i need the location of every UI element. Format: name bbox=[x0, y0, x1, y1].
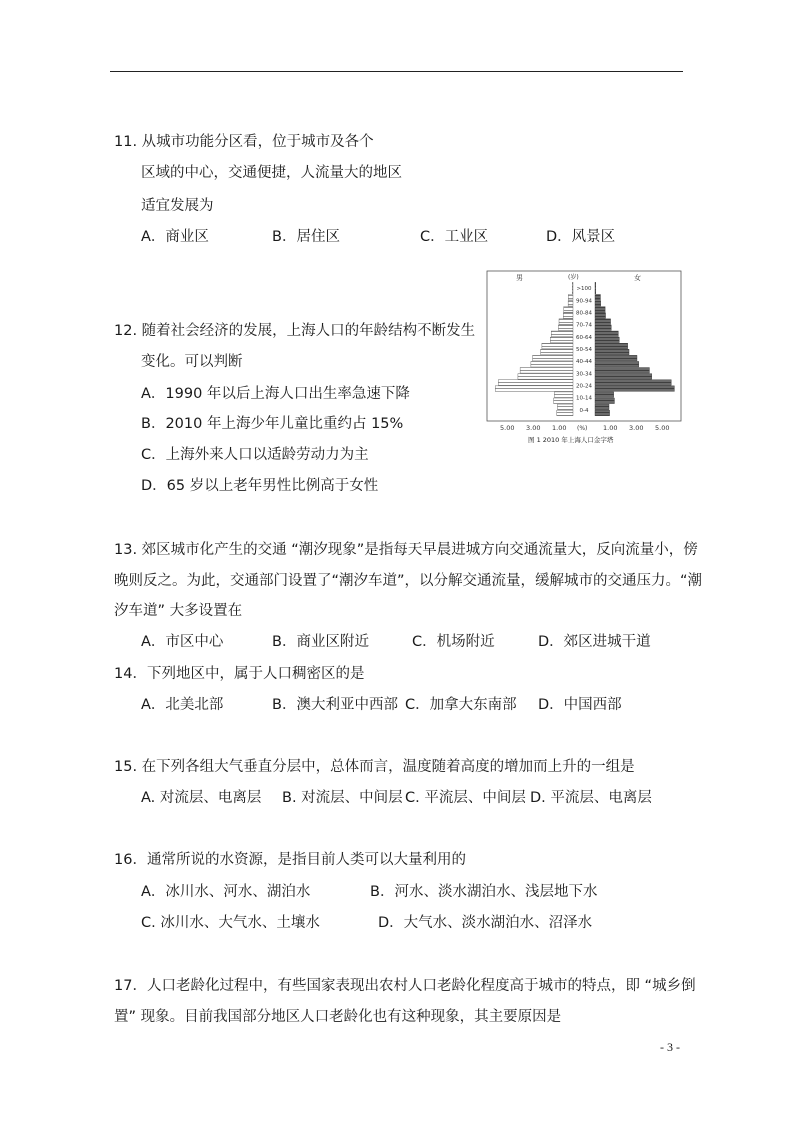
q14-option-c[interactable]: C．加拿大东南部 bbox=[405, 697, 517, 713]
female-bar bbox=[595, 331, 618, 336]
q13-option-b[interactable]: B．商业区附近 bbox=[272, 634, 369, 650]
q16-option-a[interactable]: A．冰川水、河水、湖泊水 bbox=[141, 884, 311, 900]
male-bar bbox=[572, 282, 573, 287]
male-bar bbox=[572, 288, 573, 293]
female-bar bbox=[595, 288, 596, 293]
q13-stem-line3: 汐车道” 大多设置在 bbox=[114, 603, 243, 619]
x-tick-left-2: 1.00 bbox=[552, 424, 567, 432]
q12-stem-line1: 12. 随着社会经济的发展，上海人口的年龄结构不断发生 bbox=[114, 323, 476, 339]
q11-option-d[interactable]: D．风景区 bbox=[546, 229, 616, 245]
page-number: - 3 - bbox=[660, 1040, 680, 1054]
q11-option-c[interactable]: C．工业区 bbox=[420, 229, 489, 245]
age-tick-label: 10-14 bbox=[576, 395, 592, 402]
q11-stem-line1: 11. 从城市功能分区看，位于城市及各个 bbox=[114, 134, 374, 150]
x-tick-left-0: 5.00 bbox=[500, 424, 515, 432]
female-bar bbox=[595, 294, 600, 299]
age-tick-label: 30-34 bbox=[576, 371, 592, 378]
male-bar bbox=[557, 404, 573, 409]
q14-option-b[interactable]: B．澳大利亚中西部 bbox=[272, 697, 398, 713]
population-pyramid-chart bbox=[486, 270, 682, 445]
q15-option-d[interactable]: D. 平流层、电离层 bbox=[530, 790, 652, 806]
female-bar bbox=[595, 301, 601, 306]
male-bar bbox=[495, 386, 573, 391]
x-tick-right-2: 5.00 bbox=[655, 424, 670, 432]
q16-option-d[interactable]: D．大气水、淡水湖泊水、沼泽水 bbox=[378, 915, 593, 931]
q14-stem: 14．下列地区中，属于人口稠密区的是 bbox=[114, 666, 365, 682]
q16-option-b[interactable]: B．河水、淡水湖泊水、浅层地下水 bbox=[370, 884, 598, 900]
female-bar bbox=[595, 398, 614, 403]
q15-stem: 15. 在下列各组大气垂直分层中，总体而言，温度随着高度的增加而上升的一组是 bbox=[114, 759, 635, 775]
female-bar bbox=[595, 349, 629, 354]
q13-option-a[interactable]: A．市区中心 bbox=[141, 634, 224, 650]
female-bar bbox=[595, 325, 611, 330]
male-bar bbox=[554, 398, 573, 403]
q15-option-c[interactable]: C. 平流层、中间层 bbox=[405, 790, 526, 806]
male-bar bbox=[564, 307, 573, 312]
female-bar bbox=[595, 404, 609, 409]
female-bar bbox=[595, 307, 605, 312]
age-tick-label: 40-44 bbox=[576, 359, 592, 366]
q16-stem: 16．通常所说的水资源，是指目前人类可以大量利用的 bbox=[114, 852, 466, 868]
x-tick-right-1: 3.00 bbox=[629, 424, 644, 432]
female-bar bbox=[595, 337, 619, 342]
age-unit-label: (岁) bbox=[568, 274, 579, 281]
male-bar bbox=[498, 380, 573, 385]
age-tick-label: >100 bbox=[576, 286, 592, 293]
q11-stem-line2: 区域的中心，交通便捷，人流量大的地区 bbox=[141, 165, 402, 181]
male-bar bbox=[554, 392, 573, 397]
female-bar bbox=[595, 313, 606, 318]
q12-stem-line2: 变化。可以判断 bbox=[141, 354, 243, 370]
male-bar bbox=[557, 410, 573, 415]
q12-option-c[interactable]: C．上海外来人口以适龄劳动力为主 bbox=[141, 447, 369, 463]
population-pyramid-figure bbox=[486, 270, 682, 445]
age-tick-label: 70-74 bbox=[576, 322, 592, 329]
x-unit-label: (%) bbox=[577, 425, 588, 432]
x-tick-right-0: 1.00 bbox=[603, 424, 618, 432]
q11-option-b[interactable]: B．居住区 bbox=[272, 229, 340, 245]
female-bar bbox=[595, 380, 671, 385]
female-bar bbox=[595, 368, 649, 373]
female-bar bbox=[595, 319, 611, 324]
age-tick-label: 50-54 bbox=[576, 347, 592, 353]
male-bar bbox=[550, 337, 573, 342]
q17-stem-line1: 17．人口老龄化过程中，有些国家表现出农村人口老龄化程度高于城市的特点，即 “城乡倒 bbox=[114, 978, 696, 994]
female-bar bbox=[595, 386, 674, 391]
q11-stem-line3: 适宜发展为 bbox=[141, 198, 214, 214]
male-bar bbox=[541, 349, 573, 354]
q12-option-d[interactable]: D．65 岁以上老年男性比例高于女性 bbox=[141, 478, 379, 494]
male-bar bbox=[559, 319, 573, 324]
age-tick-label: 0-4 bbox=[579, 407, 589, 414]
x-tick-left-1: 3.00 bbox=[526, 424, 541, 432]
female-label: 女 bbox=[634, 274, 641, 282]
male-bar bbox=[531, 361, 573, 366]
female-bar bbox=[595, 410, 610, 415]
female-bar bbox=[595, 282, 596, 287]
q16-option-c[interactable]: C. 冰川水、大气水、土壤水 bbox=[141, 915, 320, 931]
q15-option-b[interactable]: B. 对流层、中间层 bbox=[282, 790, 403, 806]
figure-caption: 图 1 2010 年上海人口金字塔 bbox=[528, 436, 614, 444]
male-bar bbox=[533, 355, 573, 360]
q13-option-c[interactable]: C．机场附近 bbox=[412, 634, 495, 650]
age-tick-label: 90-94 bbox=[576, 298, 592, 305]
age-tick-label: 20-24 bbox=[576, 383, 592, 390]
age-tick-label: 60-64 bbox=[576, 334, 592, 341]
q13-stem-line1: 13. 郊区城市化产生的交通 “潮汐现象”是指每天早晨进城方向交通流量大，反向流量小，傍 bbox=[114, 542, 698, 558]
q12-option-a[interactable]: A．1990 年以后上海人口出生率急速下降 bbox=[141, 386, 410, 402]
male-bar bbox=[558, 325, 573, 330]
age-tick-label: 80-84 bbox=[576, 310, 592, 317]
q11-option-a[interactable]: A．商业区 bbox=[141, 229, 209, 245]
female-bar bbox=[595, 374, 652, 379]
male-bar bbox=[520, 368, 573, 373]
male-label: 男 bbox=[516, 274, 523, 282]
male-bar bbox=[568, 294, 573, 299]
male-bar bbox=[568, 301, 573, 306]
male-bar bbox=[542, 343, 573, 348]
q13-stem-line2: 晚则反之。为此，交通部门设置了“潮汐车道”，以分解交通流量，缓解城市的交通压力。“潮 bbox=[114, 573, 703, 589]
female-bar bbox=[595, 392, 614, 397]
q14-option-d[interactable]: D．中国西部 bbox=[538, 697, 622, 713]
q14-option-a[interactable]: A．北美北部 bbox=[141, 697, 224, 713]
female-bar bbox=[595, 355, 637, 360]
female-bar bbox=[595, 361, 639, 366]
q15-option-a[interactable]: A. 对流层、电离层 bbox=[141, 790, 262, 806]
q13-option-d[interactable]: D．郊区进城干道 bbox=[538, 634, 651, 650]
female-bar bbox=[595, 343, 628, 348]
q17-stem-line2: 置” 现象。目前我国部分地区人口老龄化也有这种现象，其主要原因是 bbox=[114, 1009, 562, 1025]
header-rule bbox=[110, 71, 683, 72]
male-bar bbox=[563, 313, 573, 318]
male-bar bbox=[518, 374, 573, 379]
male-bar bbox=[551, 331, 573, 336]
q12-option-b[interactable]: B．2010 年上海少年儿童比重约占 15% bbox=[141, 416, 404, 432]
